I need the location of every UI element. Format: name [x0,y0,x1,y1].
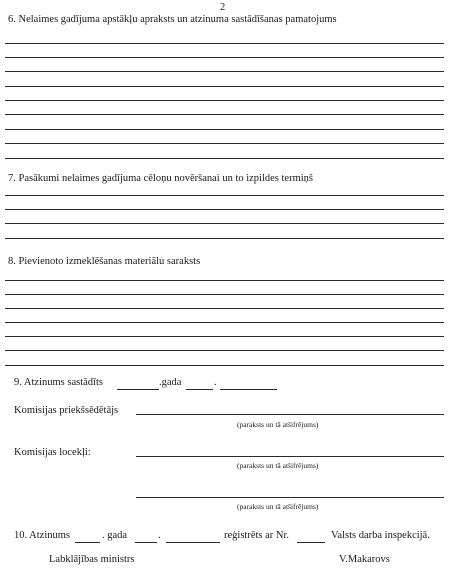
chair-signature-caption: (paraksts un tā atšifrējums) [237,420,319,429]
commission-chair-label: Komisijas priekšsēdētājs [14,405,119,416]
member-signature-line-2[interactable] [136,497,444,498]
section-6-heading: 6. Nelaimes gadījuma apstākļu apraksts un atzinuma sastādīšanas pamatojums [8,14,337,25]
month-field[interactable] [135,542,157,543]
writing-line[interactable] [5,350,444,351]
day-field[interactable] [75,542,100,543]
registration-number-field[interactable] [297,542,325,543]
writing-line[interactable] [5,223,444,224]
member-1-signature-caption: (paraksts un tā atšifrējums) [237,461,319,470]
writing-line[interactable] [5,294,444,295]
writing-line[interactable] [5,86,444,87]
writing-line[interactable] [5,195,444,196]
writing-line[interactable] [5,100,444,101]
writing-line[interactable] [5,336,444,337]
year-field[interactable] [166,542,220,543]
writing-line[interactable] [5,322,444,323]
writing-line[interactable] [5,158,444,159]
item-9-gada: .gada [159,377,182,388]
item-10-inspection: Valsts darba inspekcijā. [331,530,430,541]
member-signature-line-1[interactable] [136,456,444,457]
item-10-dot: . [158,530,161,541]
writing-line[interactable] [5,280,444,281]
writing-line[interactable] [5,365,444,366]
month-field[interactable] [220,389,277,390]
minister-title: Labklājības ministrs [49,554,135,565]
writing-line[interactable] [5,308,444,309]
writing-line[interactable] [5,71,444,72]
day-month-field[interactable] [117,389,159,390]
day-field[interactable] [186,389,213,390]
item-9-dot: . [214,377,217,388]
item-10-gada: . gada [102,530,128,541]
writing-line[interactable] [5,129,444,130]
writing-line[interactable] [5,114,444,115]
section-8-heading: 8. Pievienoto izmeklēšanas materiālu saraksts [8,256,201,267]
writing-line[interactable] [5,238,444,239]
minister-name: V.Makarovs [339,554,390,565]
writing-line[interactable] [5,143,444,144]
writing-line[interactable] [5,209,444,210]
commission-members-label: Komisijas locekļi: [14,447,91,458]
section-7-heading: 7. Pasākumi nelaimes gadījuma cēloņu novēršanai un to izpildes termiņš [8,173,314,184]
page-number: 2 [220,2,226,13]
item-9-prefix: 9. Atzinums sastādīts [14,377,103,388]
writing-line[interactable] [5,57,444,58]
item-10-prefix: 10. Atzinums [14,530,71,541]
chair-signature-line[interactable] [136,414,444,415]
writing-line[interactable] [5,43,444,44]
item-10-registered: reģistrēts ar Nr. [224,530,290,541]
member-2-signature-caption: (paraksts un tā atšifrējums) [237,502,319,511]
